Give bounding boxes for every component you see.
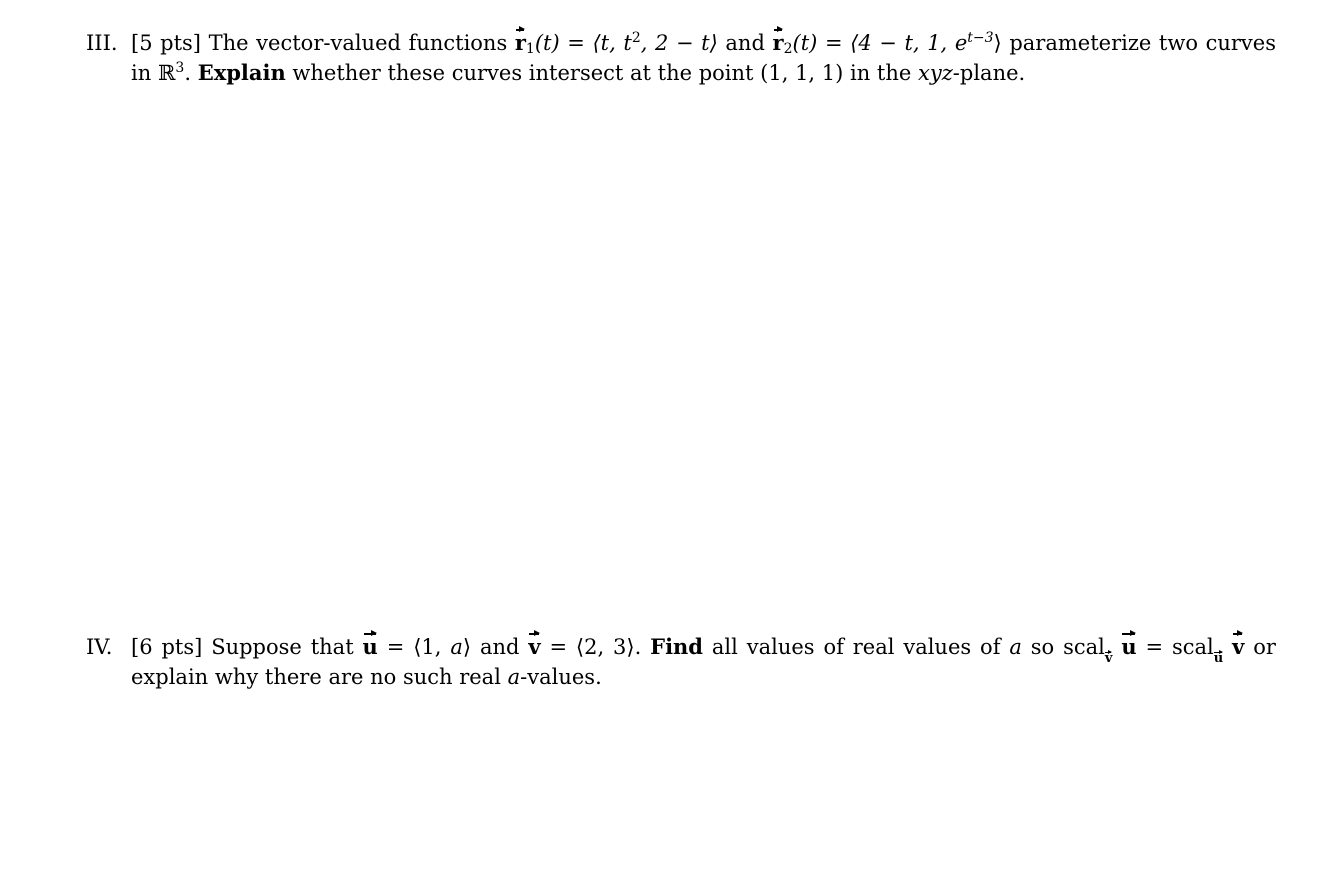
period: .: [184, 61, 191, 85]
or-word: or: [1253, 635, 1276, 659]
vector-v: v: [528, 632, 540, 662]
intro-text: Suppose that: [211, 635, 354, 659]
plane-word: -plane.: [952, 61, 1026, 85]
exponent-2: 2: [631, 30, 641, 46]
subscript-1: 1: [525, 41, 535, 57]
r2-close: ⟩: [993, 31, 1002, 55]
final-text: -values.: [520, 665, 602, 689]
vector-u: u: [1121, 632, 1136, 662]
v-definition: = ⟨2, 3⟩.: [549, 635, 642, 659]
problem-statement: [6 pts] Suppose that u = ⟨1, a⟩ and v = ⟨2, 3⟩. Find all values of real values of a so scalv u = scalu v or explain why there are no such real a-values.: [131, 634, 1276, 689]
intro-text: The vector-valued functions: [208, 31, 508, 55]
points: [5 pts]: [131, 31, 202, 55]
problem-number: III.: [86, 31, 118, 55]
problem-4: [86, 632, 1276, 692]
and-word: and: [725, 31, 765, 55]
scal-text: so scal: [1030, 635, 1105, 659]
u-definition: = ⟨1,: [386, 635, 442, 659]
subscript-2: 2: [783, 41, 793, 57]
space-symbol: ℝ: [157, 61, 176, 85]
r1-definition: (t) = ⟨t, t: [534, 31, 632, 55]
points: [6 pts]: [131, 635, 203, 659]
and-word: and: [479, 635, 520, 659]
r1-definition-rest: , 2 − t⟩: [640, 31, 718, 55]
keyword-explain: Explain: [197, 60, 286, 85]
vector-v: v: [1232, 632, 1244, 662]
vector-u: u: [363, 632, 378, 662]
problem-3: [86, 28, 1276, 88]
keyword-find: Find: [650, 634, 703, 659]
problem-statement: [131, 28, 1276, 88]
variable-a: a: [1009, 635, 1022, 659]
plane-variable: xyz: [918, 61, 953, 85]
r2-definition: (t) = ⟨4 − t, 1, e: [792, 31, 968, 55]
equals-scal: = scal: [1145, 635, 1214, 659]
exponent-3: 3: [175, 60, 185, 76]
after-text: parameterize two curves in: [131, 31, 1276, 85]
u-close: ⟩: [462, 635, 472, 659]
vector-r2: r: [773, 28, 784, 58]
mid-text: all values of real values of: [711, 635, 1001, 659]
end-text: explain why there are no such real: [131, 665, 501, 689]
end-text: whether these curves intersect at the point (1, 1, 1) in the: [292, 61, 912, 85]
vector-r1: r: [515, 28, 526, 58]
problem-number: IV.: [86, 635, 113, 659]
variable-a: a: [507, 665, 521, 689]
variable-a: a: [450, 635, 463, 659]
exponent-t-minus-3: t−3: [967, 30, 994, 46]
